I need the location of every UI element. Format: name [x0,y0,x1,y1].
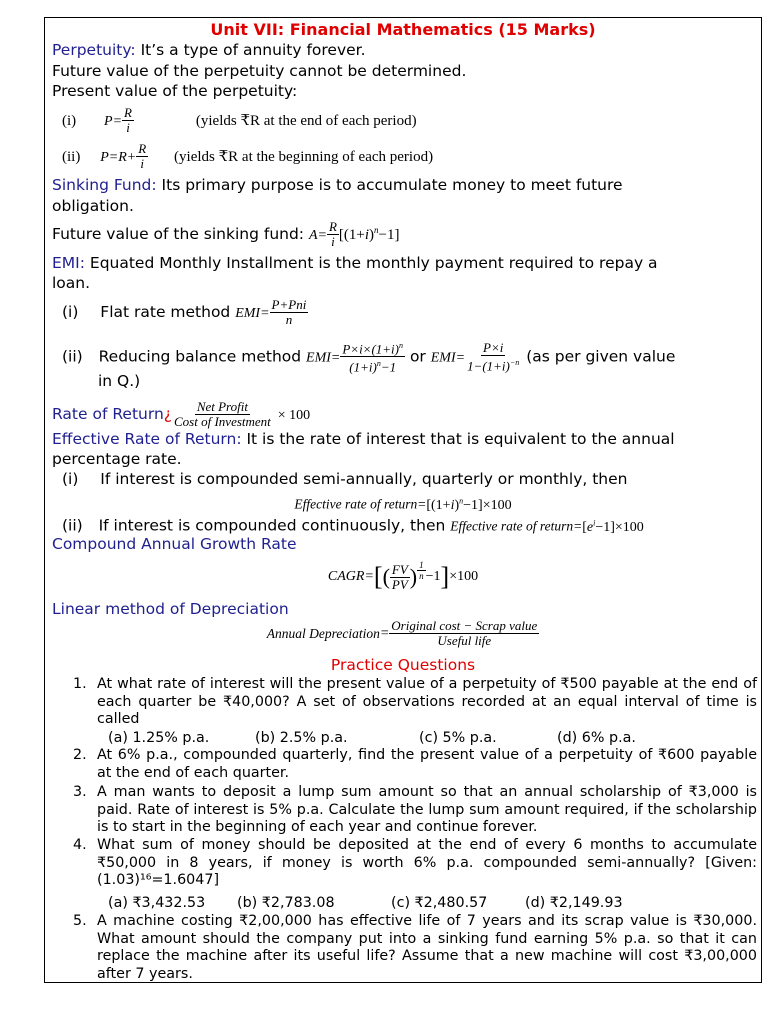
effective-rate-text: It is the rate of interest that is equivalent to the annual [241,430,675,448]
q1-option-b: (b) 2.5% p.a. [255,730,348,746]
question-text: At 6% p.a., compounded quarterly, find the present value of a perpetuity of ₹600 payable at the end of each quarter. [97,747,757,781]
effective-rate-definition-cont: percentage rate. [52,450,182,468]
perpetuity-heading: Perpetuity: [52,41,136,59]
formula-label: (i) [62,113,77,129]
effective-rate-case-2: (ii) If interest is compounded continuously, then Effective rate of $return=[e^i-1]\times 100$ [62,516,644,535]
perpetuity-pv-label: Present value of the perpetuity: [52,82,298,100]
question-number: 4. [73,837,87,853]
rate-of-return [52,400,310,429]
sinking-fund-text: Its primary purpose is to accumulate money to meet future [156,176,623,194]
ror-denominator: Cost of Investment [174,414,271,429]
depreciation-numerator: Original cost − Scrap value [391,618,538,633]
question-number: 3. [73,784,87,800]
formula-note: (yields ₹R at the end of each period) [195,113,417,129]
question-2 [75,747,757,782]
document-page [44,17,762,983]
rate-of-return-mark: ¿ [163,405,173,423]
question-3 [75,784,757,837]
page-title: Unit VII: Financial Mathematics (15 Marks) [210,20,596,39]
case-text: If interest is compounded continuously, then [98,516,446,535]
question-number: 1. [73,676,87,692]
rate-of-return-fraction [172,400,273,429]
question-number: 2. [73,747,87,763]
emi-note-cont: in Q.) [98,372,141,390]
case-text: If interest is compounded semi-annually, quarterly or monthly, then [100,470,628,488]
sinking-fund-definition-cont: obligation. [52,197,134,215]
question-1 [75,676,757,729]
emi-reducing-balance: (ii) Reducing balance method EMI= $\frac{P\times i\times(1+i)^n}{(1+i)^n-1}$ or EMI= $\frac{P\times i}{1-(1+i)^{-n}}$ (as per given value [62,339,676,375]
effective-rate-formula-1: Effective rate of $return=[(1+i)^n-1]\times 100$ [294,496,512,513]
practice-heading: Practice Questions [330,656,476,674]
emi-definition [52,253,658,273]
perpetuity-fv-note: Future value of the perpetuity cannot be determined. [52,62,467,80]
q1-option-a: (a) 1.25% p.a. [108,730,210,746]
sinking-fund-formula: Future value of the sinking fund: A= $\frac{R}{i}$ $[(1+i)^n-1]$ [52,219,400,249]
question-text: At what rate of interest will the present value of a perpetuity of ₹500 payable at the end of each quarter be ₹40,000? A set of observations recorded at an equal interval of time is called [97,676,757,727]
q1-option-d: (d) 6% p.a. [557,730,636,746]
ror-multiplier: × 100 [277,408,311,423]
sinking-fund-definition [52,175,623,195]
q4-option-a: (a) ₹3,432.53 [108,895,206,911]
depreciation-denominator: Useful life [437,633,492,648]
emi-method-label: (i) [62,303,79,321]
emi-text: Equated Monthly Installment is the monthly payment required to repay a [84,254,658,272]
perpetuity-definition [52,40,366,60]
perpetuity-formula-2: (ii) P=R+ $\frac{R}{i}$ (yields ₹R at the beginning of each period) [62,141,434,171]
sinking-fund-fv-label: Future value of the sinking fund: [52,225,305,243]
perpetuity-definition-text: It’s a type of annuity forever. [135,41,366,59]
question-4 [75,837,757,890]
effective-rate-heading: Effective Rate of Return: [52,430,242,448]
cagr-formula: CAGR= [ ( $\frac{FV}{PV}$ ) $\frac{1}{n}$ −1 ] ×100 [327,559,479,592]
emi-method-text: Flat rate method [100,303,231,321]
emi-or: or [409,347,426,366]
emi-heading: EMI: [52,254,85,272]
q4-option-d: (d) ₹2,149.93 [525,895,623,911]
emi-note: (as per given value [526,347,676,366]
depreciation-formula: Annual Depreciation = $\frac{\text{Original cost − Scrap value}}{\text{Useful life}}$ [266,618,538,648]
emi-method-text: Reducing balance method [98,347,302,366]
case-label: (i) [62,470,79,488]
case-label: (ii) [62,516,83,535]
cagr-heading: Compound Annual Growth Rate [52,535,297,553]
q4-option-b: (b) ₹2,783.08 [237,895,335,911]
question-number: 5. [73,913,87,929]
perpetuity-formula-1: (i) P= $\frac{R}{i}$ (yields ₹R at the end of each period) [62,105,417,135]
emi-flat-rate: (i) Flat rate method EMI= $\frac{\text{P+Pni}}{n}$ [62,297,307,327]
emi-method-label: (ii) [62,347,83,366]
question-text: What sum of money should be deposited at the end of every 6 months to accumulate ₹50,000 in 8 years, if money is worth 6% p.a. compounded semi-annually? [Given: (1.03)¹⁶=1.6047] [97,837,757,888]
depreciation-heading: Linear method of Depreciation [52,600,289,618]
emi-definition-cont: loan. [52,274,91,292]
effective-rate-definition [52,429,675,449]
question-text: A man wants to deposit a lump sum amount so that an annual scholarship of ₹3,000 is paid. Rate of interest is 5% p.a. Calculate the lump sum amount required, if the scholarship is to start in the beginning of each year and continue forever. [97,784,757,835]
depreciation-fraction [389,619,539,648]
formula-note: (yields ₹R at the beginning of each period) [174,149,434,165]
q4-option-c: (c) ₹2,480.57 [391,895,488,911]
q1-option-c: (c) 5% p.a. [419,730,497,746]
formula-label: (ii) [62,149,81,165]
effective-rate-case-1 [62,469,627,489]
ror-numerator: Net Profit [196,399,248,414]
question-5 [75,913,757,983]
question-text: A machine costing ₹2,00,000 has effective life of 7 years and its scrap value is ₹30,000. What amount should the company put into a sinking fund earning 5% p.a. so that it can replace the machine after its useful life? Assume that a new machine will cost ₹3,00,000 after 7 years. [97,913,757,982]
sinking-fund-heading: Sinking Fund: [52,176,157,194]
depreciation-lhs: Annual Depreciation [266,625,380,641]
rate-of-return-heading: Rate of Return [52,405,164,423]
